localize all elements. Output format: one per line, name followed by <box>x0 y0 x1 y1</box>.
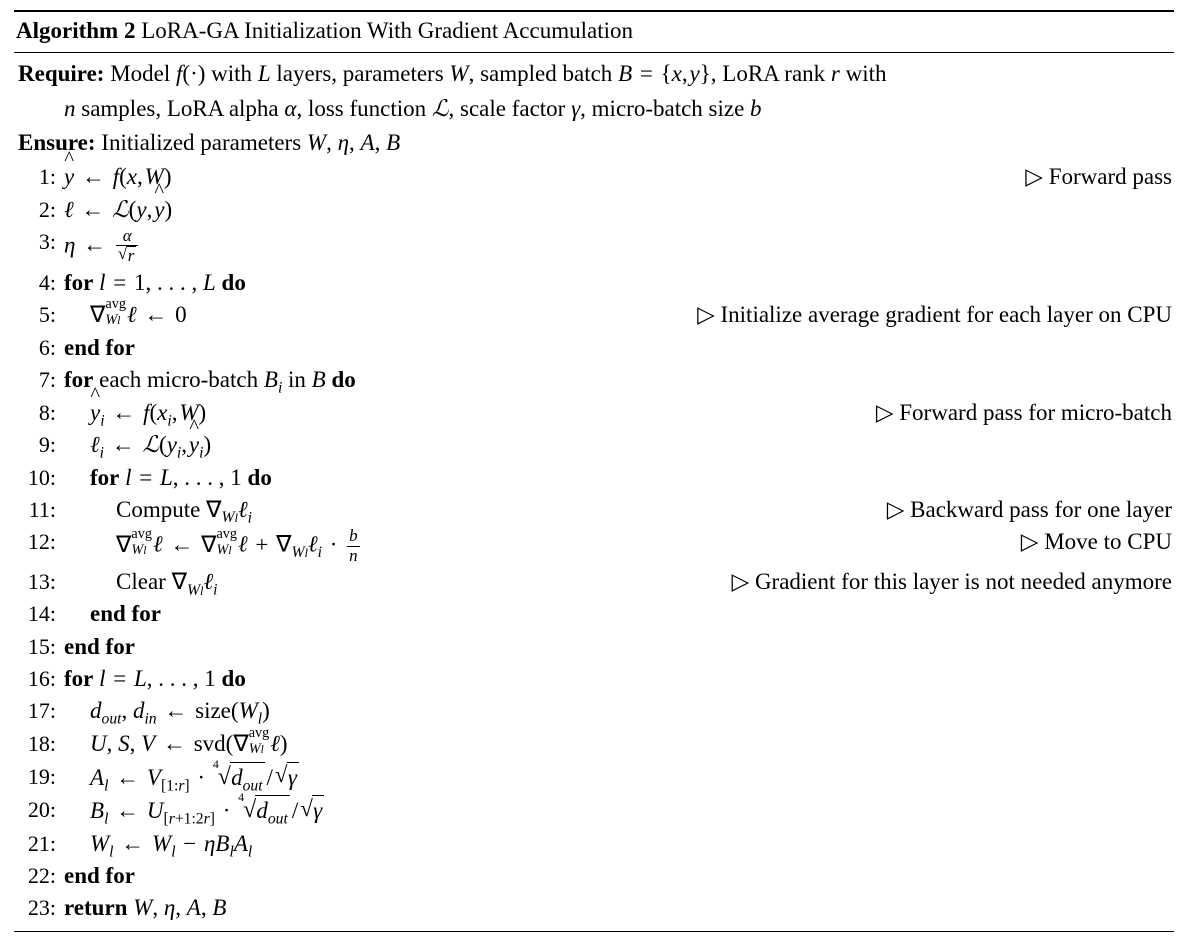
algorithm-line <box>16 429 1172 461</box>
ensure-label: Ensure: <box>18 130 96 156</box>
line-number: 19: <box>27 763 56 789</box>
algorithm-line <box>16 161 1172 193</box>
line-code: $B_l$ ← $U_{[r+1:2r]}$ · √ 4 $d_{out}$ / √ γ <box>64 795 1154 826</box>
line-number: 20: <box>27 797 56 823</box>
line-comment: ▷ Gradient for this layer is not needed anymore <box>731 568 1172 594</box>
line-code: ^ $y_i$ ← $f(x_i$, W) <box>64 398 858 428</box>
algorithm-title: LoRA-GA Initialization With Gradient Accumulation <box>141 18 633 43</box>
line-code: $A_l$ ← $V_{[1:r]}$ · √ 4 $d_{out}$ / √ γ <box>64 762 1154 793</box>
line-code: ^ y ← f(x, W) <box>64 162 1007 192</box>
algorithm-line <box>16 566 1172 598</box>
line-code: end for <box>90 601 161 627</box>
line-number: 23: <box>27 895 56 921</box>
require-text-2: n samples, LoRA alpha α, loss function ℒ, scale factor γ, micro-batch size b <box>64 95 762 121</box>
algorithm-body <box>14 53 1174 931</box>
line-number: 7: <box>38 367 56 393</box>
line-code: η ← α √ r <box>64 227 1154 266</box>
line-comment: ▷ Forward pass for micro-batch <box>875 399 1172 425</box>
require-line-cont <box>16 92 1172 127</box>
require-line <box>16 57 1172 92</box>
line-number: 15: <box>27 633 56 659</box>
line-comment: ▷ Move to CPU <box>1020 529 1172 555</box>
line-number: 17: <box>27 698 56 724</box>
line-number: 11: <box>28 496 56 522</box>
line-code: for each micro-batch $B_i$ in B do <box>64 367 356 398</box>
line-number: 8: <box>38 399 56 425</box>
line-number: 13: <box>27 568 56 594</box>
line-comment: ▷ Forward pass <box>1025 164 1172 190</box>
rule-bottom <box>14 931 1174 932</box>
line-code: for l = L, . . . , 1 do <box>64 666 246 692</box>
algorithm-line <box>16 828 1172 860</box>
line-number: 12: <box>27 529 56 555</box>
line-number: 5: <box>38 302 56 328</box>
algorithm-label: Algorithm 2 <box>16 18 136 43</box>
line-number: 21: <box>27 830 56 856</box>
line-code: ∇ avg Wl ℓ ← 0 <box>90 295 187 329</box>
line-code: end for <box>64 633 135 659</box>
line-comment: ▷ Initialize average gradient for each layer on CPU <box>697 302 1172 328</box>
line-number: 22: <box>27 862 56 888</box>
line-code: for l = 1, . . . , L do <box>64 269 246 295</box>
algorithm-line <box>16 494 1172 526</box>
line-number: 3: <box>38 228 56 254</box>
line-number: 6: <box>38 335 56 361</box>
ensure-text: Initialized parameters W, η, A, B <box>101 130 401 156</box>
line-number: 18: <box>27 730 56 756</box>
line-number: 9: <box>38 432 56 458</box>
line-code: $d_{out}$, $d_{in}$ ← $size(W_l)$ <box>90 698 270 728</box>
algorithm-line <box>16 332 1172 364</box>
algorithm-line <box>16 790 1172 828</box>
line-number: 4: <box>38 269 56 295</box>
line-code: end for <box>64 862 135 888</box>
line-comment: ▷ Backward pass for one layer <box>886 496 1172 522</box>
line-code: for l = L, . . . , 1 do <box>90 464 272 490</box>
line-code: ∇ avg Wl ℓ ← ∇ avg Wl ℓ + $\nabla_{Wl}\ell_i$ · $\frac{b}{n}$ <box>116 525 358 565</box>
line-number: 1: <box>38 164 56 190</box>
algorithm-line <box>16 226 1172 267</box>
line-code: end for <box>64 335 135 361</box>
line-code: ℓ ← ℒ(y, ^ y) <box>64 195 1154 225</box>
line-number: 14: <box>27 601 56 627</box>
line-code: Clear $\nabla_{Wl}\ell_i$ <box>116 568 218 599</box>
line-code: ℓ$_i$ ← $ℒ(y_i$, ^ $y_i$) <box>64 430 1154 460</box>
line-code: Compute $\nabla_{Wl}\ell_i$ <box>116 496 252 527</box>
line-code: U, S, V ← svd(∇ avg Wl ℓ) <box>90 724 288 757</box>
line-code: $W_l$ ← $W_l - \eta B_lA_l$ <box>90 830 253 861</box>
line-number: 16: <box>27 666 56 692</box>
require-label: Require: <box>18 60 105 86</box>
line-number: 2: <box>38 196 56 222</box>
algorithm-line <box>16 462 1172 494</box>
ensure-line <box>16 126 1172 161</box>
algorithm-line <box>16 860 1172 892</box>
line-number: 10: <box>27 464 56 490</box>
algorithm-line <box>16 756 1172 795</box>
algorithm-line <box>16 364 1172 396</box>
algorithm-line <box>16 892 1172 924</box>
algorithm-line <box>16 598 1172 630</box>
algorithm-line <box>16 526 1172 566</box>
algorithm-line <box>16 295 1172 332</box>
algorithm-line <box>16 267 1172 299</box>
line-code: return W, η, A, B <box>64 895 227 921</box>
algorithm-line <box>16 194 1172 226</box>
algorithm-line <box>16 695 1172 727</box>
algorithm-line <box>16 631 1172 663</box>
algorithm-title-row <box>14 12 1174 52</box>
algorithm-line <box>16 724 1172 761</box>
require-text-1: Model f(·) with L layers, parameters W, sampled batch B = {x, y}, LoRA rank r with <box>110 60 887 86</box>
algorithm-line <box>16 663 1172 695</box>
algorithm-block <box>14 10 1174 932</box>
